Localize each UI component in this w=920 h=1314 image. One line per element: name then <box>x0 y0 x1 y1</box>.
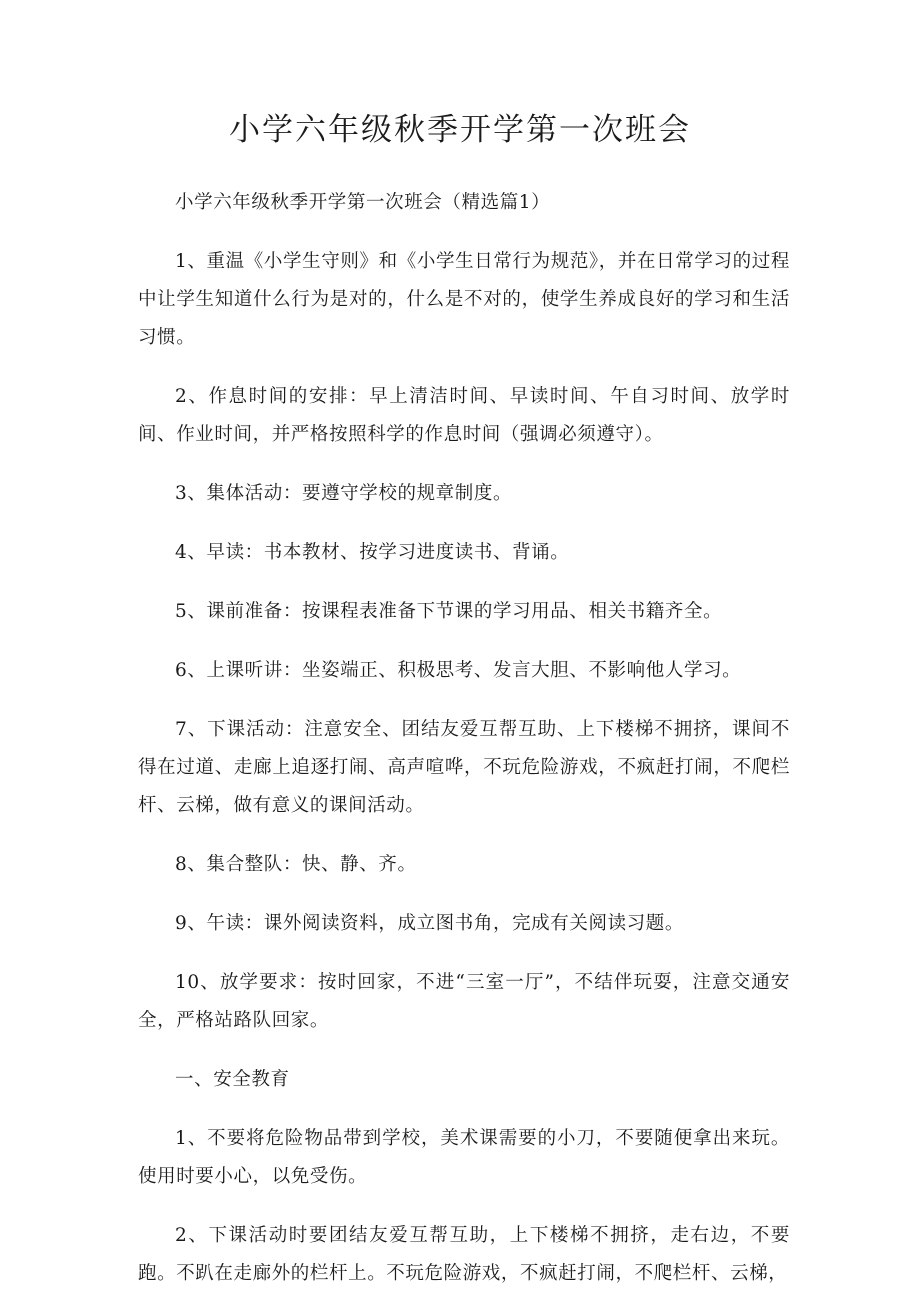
document-body <box>138 184 790 1314</box>
document-title: 小学六年级秋季开学第一次班会 <box>229 112 691 148</box>
paragraph: 6、上课听讲：坐姿端正、积极思考、发言大胆、不影响他人学习。 <box>175 660 742 681</box>
document-subtitle: 小学六年级秋季开学第一次班会（精选篇1） <box>175 192 551 213</box>
paragraph: 2、作息时间的安排：早上清洁时间、早读时间、午自习时间、放学时间、作业时间，并严格按照科学的作息时间（强调必须遵守）。 <box>138 386 790 445</box>
paragraph: 8、集合整队：快、静、齐。 <box>175 854 417 875</box>
paragraph: 1、重温《小学生守则》和《小学生日常行为规范》，并在日常学习的过程中让学生知道什么行为是对的，什么是不对的，使学生养成良好的学习和生活习惯。 <box>138 251 790 348</box>
paragraph: 7、下课活动：注意安全、团结友爱互帮互助、上下楼梯不拥挤，课间不得在过道、走廊上追逐打闹、高声喧哗，不玩危险游戏，不疯赶打闹，不爬栏杆、云梯，做有意义的课间活动。 <box>138 719 790 816</box>
paragraph: 5、课前准备：按课程表准备下节课的学习用品、相关书籍齐全。 <box>175 601 723 622</box>
paragraph: 1、不要将危险物品带到学校，美术课需要的小刀，不要随便拿出来玩。使用时要小心，以免受伤。 <box>138 1128 790 1187</box>
paragraph: 10、放学要求：按时回家，不进“三室一厅”，不结伴玩耍，注意交通安全，严格站路队回家。 <box>138 972 790 1031</box>
paragraph: 2、下课活动时要团结友爱互帮互助，上下楼梯不拥挤，走右边，不要跑。不趴在走廊外的栏杆上。不玩危险游戏，不疯赶打闹，不爬栏杆、云梯， <box>138 1225 790 1284</box>
paragraph: 9、午读：课外阅读资料，成立图书角，完成有关阅读习题。 <box>175 913 684 934</box>
paragraph: 3、集体活动：要遵守学校的规章制度。 <box>175 483 513 504</box>
section-heading: 一、安全教育 <box>175 1069 290 1090</box>
paragraph: 4、早读：书本教材、按学习进度读书、背诵。 <box>175 542 570 563</box>
